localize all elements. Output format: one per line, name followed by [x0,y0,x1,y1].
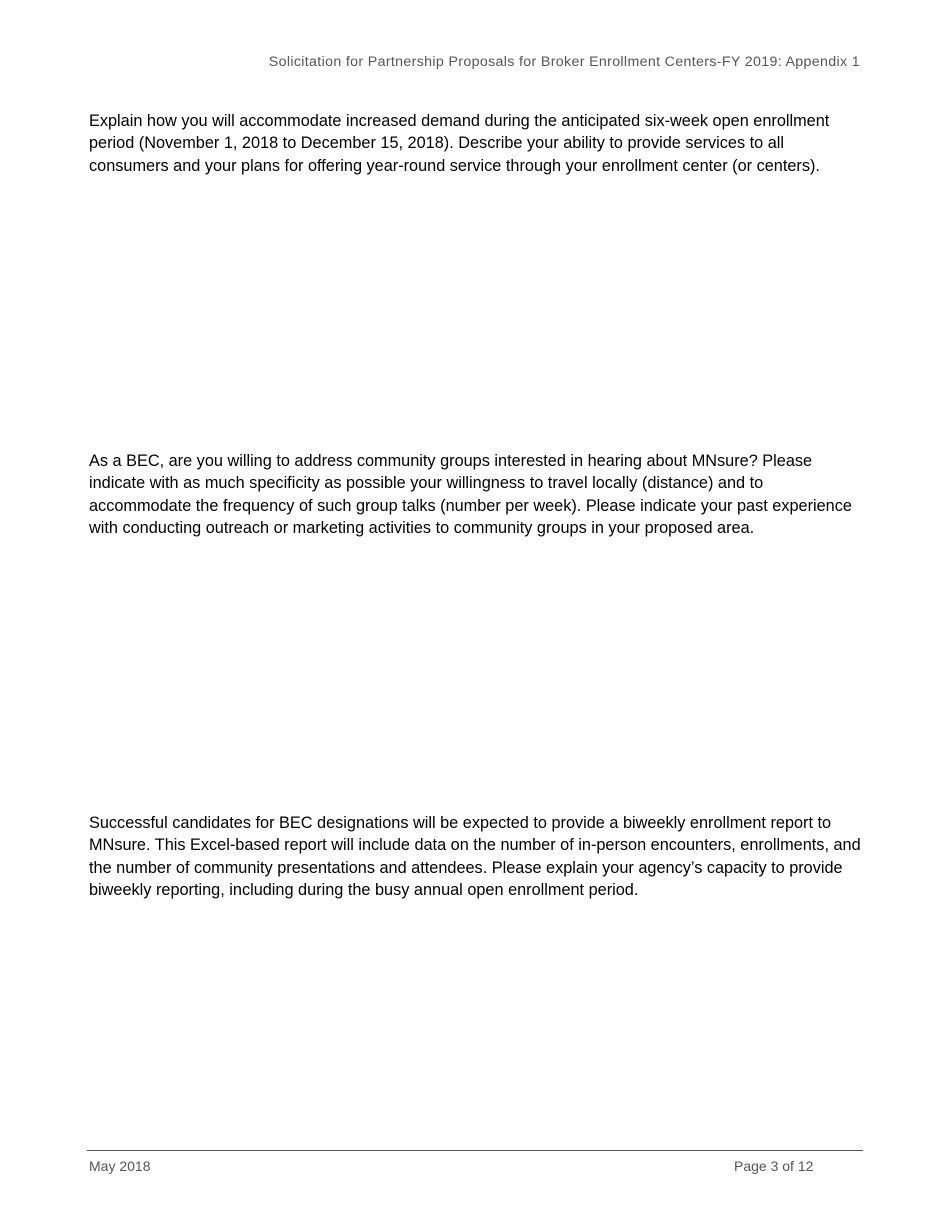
question-biweekly-reporting: Successful candidates for BEC designations will be expected to provide a biweekly enrollment report to MNsure. This Excel-based report will include data on the number of in-person encounters, enrollments, and the number of community presentations and attendees. Please explain your agency’s capacity to provide biweekly reporting, including during the busy annual open enrollment period. [89,814,861,899]
running-header: Solicitation for Partnership Proposals for Broker Enrollment Centers-FY 2019: Appendix 1 [268,54,860,70]
question-community-groups: As a BEC, are you willing to address community groups interested in hearing about MNsure? Please indicate with as much specificity as possible your willingness to travel locally (distance) and to accommodate the frequency of such group talks (number per week). Please indicate your past experience with conducting outreach or marketing activities to community groups in your proposed area. [89,452,852,537]
footer-divider [87,1150,863,1151]
question-open-enrollment-demand: Explain how you will accommodate increased demand during the anticipated six-week open enrollment period (November 1, 2018 to December 15, 2018). Describe your ability to provide services to all consumers and your plans for offering year-round service through your enrollment center (or centers). [89,112,830,175]
footer-date: May 2018 [89,1158,151,1174]
footer-page-number: Page 3 of 12 [734,1158,814,1174]
